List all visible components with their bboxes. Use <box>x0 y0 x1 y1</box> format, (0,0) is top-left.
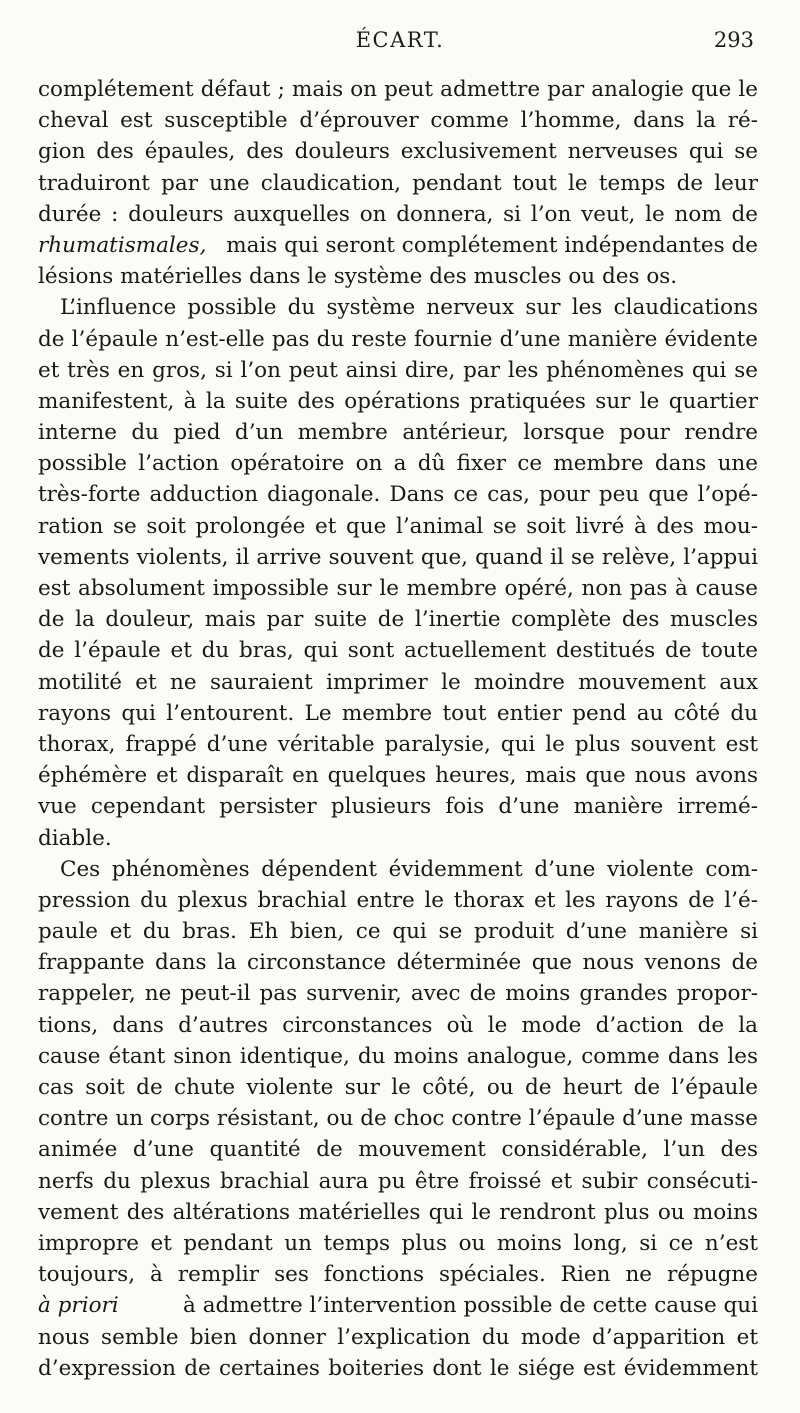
text-line: cause étant sinon identique, du moins analogue, comme dans les <box>38 1043 758 1069</box>
text-line: thorax, frappé d’une véritable paralysie, qui le plus souvent est <box>38 731 758 757</box>
text-line: de l’épaule n’est-elle pas du reste fournie d’une manière évidente <box>38 326 758 352</box>
text-line: traduiront par une claudication, pendant tout le temps de leur <box>38 170 758 196</box>
running-head: ÉCART. <box>355 28 445 52</box>
page-number: 293 <box>713 28 754 52</box>
text-line: vements violents, il arrive souvent que, quand il se relève, l’appui <box>38 544 758 570</box>
text-line: nous semble bien donner l’explication du mode d’apparition et <box>38 1324 758 1350</box>
text-line: tions, dans d’autres circonstances où le mode d’action de la <box>38 1012 758 1038</box>
text-line: gion des épaules, des douleurs exclusivement nerveuses qui se <box>38 139 758 165</box>
text-line: contre un corps résistant, ou de choc contre l’épaule d’une masse <box>38 1106 758 1132</box>
text-line: de l’épaule et du bras, qui sont actuellement destitués de toute <box>38 638 758 664</box>
text-line: d’expression de certaines boiteries dont le siége est évidemment <box>38 1355 758 1381</box>
body-text <box>38 74 758 1384</box>
text-line: très-forte adduction diagonale. Dans ce cas, pour peu que l’opé- <box>38 482 758 508</box>
text-line: vue cependant persister plusieurs fois d’une manière irremé- <box>38 794 758 820</box>
text-line: vement des altérations matérielles qui le rendront plus ou moins <box>38 1199 758 1225</box>
text-line: paule et du bras. Eh bien, ce qui se produit d’une manière si <box>38 919 758 945</box>
text-line-rest: mais qui seront complétement indépendantes de <box>226 232 758 258</box>
text-line-rest: à admettre l’intervention possible de cette cause qui <box>183 1293 758 1319</box>
paragraph-end-line: diable. <box>38 825 112 851</box>
text-line: et très en gros, si l’on peut ainsi dire, par les phénomènes qui se <box>38 357 758 383</box>
text-line: motilité et ne sauraient imprimer le moindre mouvement aux <box>38 669 758 695</box>
text-line: possible l’action opératoire on a dû fixer ce membre dans une <box>38 451 758 477</box>
text-line: durée : douleurs auxquelles on donnera, si l’on veut, le nom de <box>38 201 758 227</box>
text-line: rappeler, ne peut-il pas survenir, avec de moins grandes propor- <box>38 981 758 1007</box>
text-line <box>38 230 758 261</box>
page-header <box>0 28 800 62</box>
text-line: impropre et pendant un temps plus ou moins long, si ce n’est <box>38 1230 758 1256</box>
text-line: cas soit de chute violente sur le côté, ou de heurt de l’épaule <box>38 1075 758 1100</box>
text-line: pression du plexus brachial entre le thorax et les rayons de l’é- <box>38 887 758 913</box>
text-line: nerfs du plexus brachial aura pu être froissé et subir consécuti- <box>38 1168 758 1194</box>
text-line: animée d’une quantité de mouvement considérable, l’un des <box>38 1137 758 1163</box>
text-line: cheval est susceptible d’éprouver comme l’homme, dans la ré- <box>38 108 758 134</box>
text-line: ration se soit prolongée et que l’animal se soit livré à des mou- <box>38 513 758 539</box>
text-line: complétement défaut ; mais on peut admettre par analogie que le <box>38 77 758 102</box>
text-line: interne du pied d’un membre antérieur, lorsque pour rendre <box>38 420 758 446</box>
text-line: manifestent, à la suite des opérations pratiquées sur le quartier <box>38 388 758 414</box>
text-line: frappante dans la circonstance déterminée que nous venons de <box>38 950 758 976</box>
text-line: de la douleur, mais par suite de l’inertie complète des muscles <box>38 607 758 633</box>
paragraph-start-line: Ces phénomènes dépendent évidemment d’une violente com- <box>60 856 758 882</box>
paragraph-end-line: lésions matérielles dans le système des muscles ou des os. <box>38 264 678 290</box>
text-line: éphémère et disparaît en quelques heures, mais que nous avons <box>38 763 758 789</box>
text-line <box>38 1290 758 1321</box>
text-line: est absolument impossible sur le membre opéré, non pas à cause <box>38 576 758 601</box>
italic-term: à priori <box>38 1293 119 1319</box>
italic-term: rhumatismales, <box>38 232 207 258</box>
text-line: rayons qui l’entourent. Le membre tout entier pend au côté du <box>38 700 758 726</box>
paragraph-start-line: L’influence possible du système nerveux sur les claudications <box>60 295 758 321</box>
text-line: toujours, à remplir ses fonctions spéciales. Rien ne répugne <box>38 1262 758 1288</box>
